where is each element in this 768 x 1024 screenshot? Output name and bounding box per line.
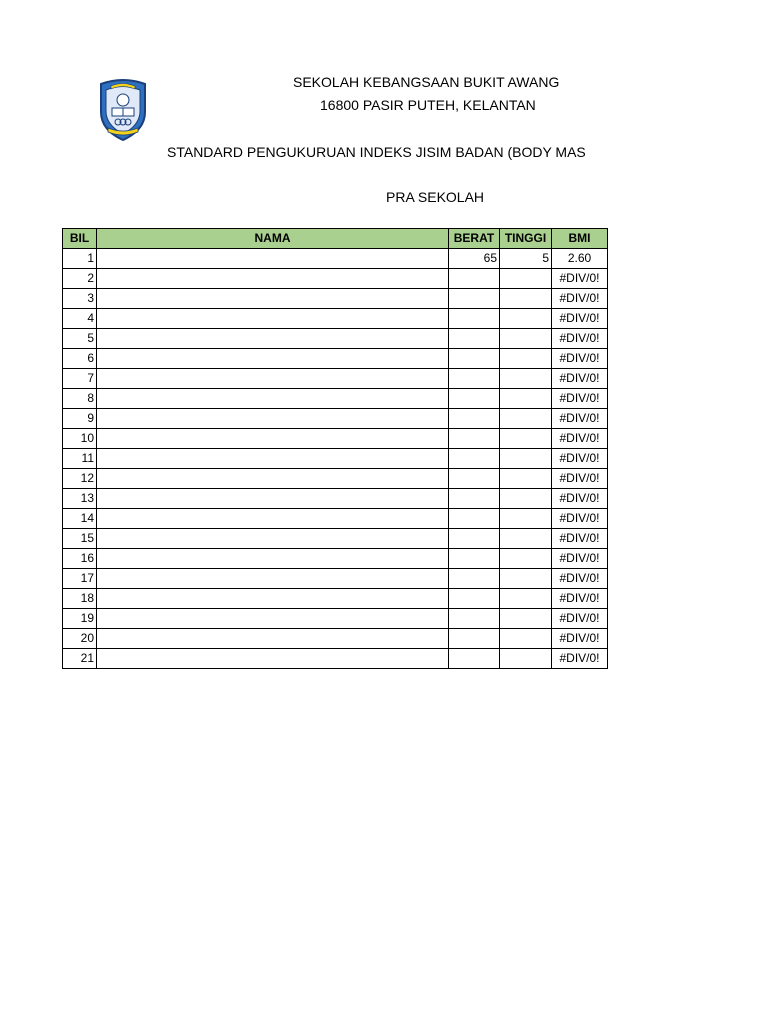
- cell-berat: [449, 509, 500, 529]
- cell-bil: 10: [63, 429, 97, 449]
- table-row: [63, 509, 608, 529]
- cell-bil: 6: [63, 349, 97, 369]
- cell-nama: [97, 509, 449, 529]
- cell-bil: 1: [63, 249, 97, 269]
- table-row: [63, 429, 608, 449]
- cell-bil: 14: [63, 509, 97, 529]
- table-row: [63, 329, 608, 349]
- cell-bmi: #DIV/0!: [552, 289, 608, 309]
- cell-bil: 5: [63, 329, 97, 349]
- cell-tinggi: [500, 629, 552, 649]
- cell-nama: [97, 449, 449, 469]
- cell-berat: [449, 449, 500, 469]
- cell-bmi: #DIV/0!: [552, 509, 608, 529]
- cell-berat: [449, 309, 500, 329]
- cell-tinggi: [500, 349, 552, 369]
- school-address: 16800 PASIR PUTEH, KELANTAN: [320, 97, 536, 113]
- cell-berat: [449, 489, 500, 509]
- school-name: SEKOLAH KEBANGSAAN BUKIT AWANG: [293, 74, 560, 90]
- table-row: [63, 549, 608, 569]
- cell-bmi: #DIV/0!: [552, 549, 608, 569]
- cell-berat: [449, 469, 500, 489]
- cell-bmi: #DIV/0!: [552, 349, 608, 369]
- cell-bil: 16: [63, 549, 97, 569]
- cell-bil: 19: [63, 609, 97, 629]
- cell-bil: 11: [63, 449, 97, 469]
- cell-nama: [97, 329, 449, 349]
- cell-bmi: #DIV/0!: [552, 449, 608, 469]
- cell-bmi: #DIV/0!: [552, 649, 608, 669]
- table-row: [63, 609, 608, 629]
- cell-bmi: 2.60: [552, 249, 608, 269]
- column-header-nama: NAMA: [97, 229, 449, 249]
- cell-bil: 20: [63, 629, 97, 649]
- cell-bil: 15: [63, 529, 97, 549]
- cell-tinggi: [500, 569, 552, 589]
- table-row: [63, 469, 608, 489]
- table-row: [63, 489, 608, 509]
- cell-tinggi: [500, 429, 552, 449]
- table-row: [63, 369, 608, 389]
- cell-bmi: #DIV/0!: [552, 409, 608, 429]
- cell-bil: 13: [63, 489, 97, 509]
- cell-bmi: #DIV/0!: [552, 569, 608, 589]
- cell-bil: 7: [63, 369, 97, 389]
- cell-bil: 12: [63, 469, 97, 489]
- cell-tinggi: [500, 549, 552, 569]
- table-row: [63, 269, 608, 289]
- cell-nama: [97, 489, 449, 509]
- cell-nama: [97, 389, 449, 409]
- cell-bmi: #DIV/0!: [552, 629, 608, 649]
- cell-tinggi: [500, 489, 552, 509]
- cell-nama: [97, 309, 449, 329]
- cell-berat: [449, 529, 500, 549]
- column-header-bil: BIL: [63, 229, 97, 249]
- table-header-row: [63, 229, 608, 249]
- cell-tinggi: [500, 329, 552, 349]
- table-row: [63, 309, 608, 329]
- cell-tinggi: [500, 309, 552, 329]
- cell-bil: 3: [63, 289, 97, 309]
- cell-bil: 21: [63, 649, 97, 669]
- cell-bmi: #DIV/0!: [552, 529, 608, 549]
- cell-tinggi: [500, 389, 552, 409]
- cell-bmi: #DIV/0!: [552, 329, 608, 349]
- cell-tinggi: [500, 269, 552, 289]
- cell-nama: [97, 429, 449, 449]
- class-name: PRA SEKOLAH: [386, 189, 485, 205]
- table-body: [63, 249, 608, 669]
- cell-nama: [97, 649, 449, 669]
- cell-nama: [97, 349, 449, 369]
- cell-tinggi: [500, 529, 552, 549]
- cell-nama: [97, 369, 449, 389]
- column-header-bmi: BMI: [552, 229, 608, 249]
- cell-nama: [97, 469, 449, 489]
- table-row: [63, 249, 608, 269]
- cell-tinggi: [500, 409, 552, 429]
- bmi-table: [62, 228, 608, 669]
- cell-bmi: #DIV/0!: [552, 469, 608, 489]
- cell-tinggi: 5: [500, 249, 552, 269]
- cell-tinggi: [500, 609, 552, 629]
- cell-tinggi: [500, 469, 552, 489]
- cell-tinggi: [500, 509, 552, 529]
- table-row: [63, 389, 608, 409]
- cell-berat: [449, 649, 500, 669]
- cell-tinggi: [500, 289, 552, 309]
- table-row: [63, 449, 608, 469]
- cell-nama: [97, 549, 449, 569]
- column-header-tinggi: TINGGI: [500, 229, 552, 249]
- table-row: [63, 349, 608, 369]
- cell-bil: 2: [63, 269, 97, 289]
- document-title: STANDARD PENGUKURUAN INDEKS JISIM BADAN (BODY MAS: [167, 144, 586, 160]
- cell-berat: [449, 569, 500, 589]
- cell-nama: [97, 249, 449, 269]
- cell-berat: [449, 629, 500, 649]
- cell-nama: [97, 569, 449, 589]
- table-row: [63, 629, 608, 649]
- cell-bmi: #DIV/0!: [552, 269, 608, 289]
- cell-berat: [449, 289, 500, 309]
- cell-nama: [97, 409, 449, 429]
- cell-tinggi: [500, 649, 552, 669]
- table-row: [63, 529, 608, 549]
- table-row: [63, 289, 608, 309]
- cell-berat: [449, 349, 500, 369]
- cell-bmi: #DIV/0!: [552, 389, 608, 409]
- cell-tinggi: [500, 449, 552, 469]
- table-row: [63, 409, 608, 429]
- cell-bmi: #DIV/0!: [552, 489, 608, 509]
- cell-tinggi: [500, 589, 552, 609]
- table-row: [63, 649, 608, 669]
- cell-berat: [449, 409, 500, 429]
- cell-bmi: #DIV/0!: [552, 369, 608, 389]
- cell-bil: 4: [63, 309, 97, 329]
- cell-bil: 18: [63, 589, 97, 609]
- cell-bmi: #DIV/0!: [552, 429, 608, 449]
- cell-nama: [97, 289, 449, 309]
- cell-berat: [449, 329, 500, 349]
- table-row: [63, 569, 608, 589]
- cell-bil: 9: [63, 409, 97, 429]
- cell-berat: 65: [449, 249, 500, 269]
- cell-berat: [449, 389, 500, 409]
- cell-bil: 8: [63, 389, 97, 409]
- cell-nama: [97, 589, 449, 609]
- cell-berat: [449, 429, 500, 449]
- cell-nama: [97, 529, 449, 549]
- cell-nama: [97, 609, 449, 629]
- school-crest-icon: [97, 78, 149, 142]
- cell-berat: [449, 589, 500, 609]
- cell-bil: 17: [63, 569, 97, 589]
- cell-berat: [449, 549, 500, 569]
- cell-tinggi: [500, 369, 552, 389]
- cell-berat: [449, 369, 500, 389]
- table-row: [63, 589, 608, 609]
- column-header-berat: BERAT: [449, 229, 500, 249]
- cell-berat: [449, 609, 500, 629]
- cell-bmi: #DIV/0!: [552, 609, 608, 629]
- cell-nama: [97, 269, 449, 289]
- cell-bmi: #DIV/0!: [552, 589, 608, 609]
- cell-bmi: #DIV/0!: [552, 309, 608, 329]
- cell-nama: [97, 629, 449, 649]
- cell-berat: [449, 269, 500, 289]
